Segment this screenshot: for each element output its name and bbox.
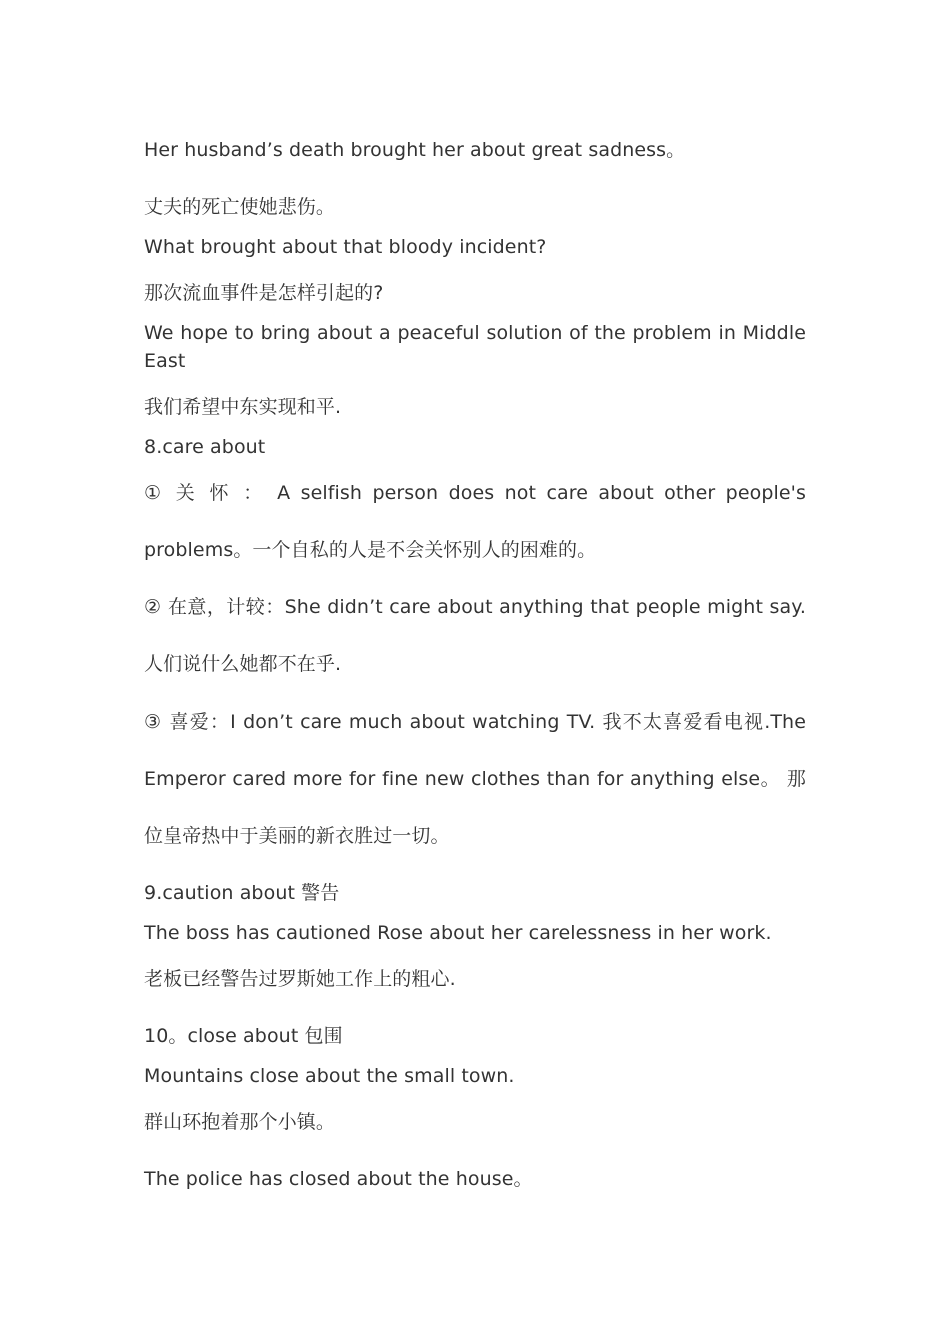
text-line-4: 那次流血事件是怎样引起的? xyxy=(144,282,384,304)
text-line-10: ② 在意，计较：She didn’t care about anything that people might say. xyxy=(144,596,806,618)
text-paragraph-5: We hope to bring about a peaceful solution of the problem in Middle East xyxy=(144,322,806,372)
text-line-13: Emperor cared more for fine new clothes than for anything else。 那 xyxy=(144,768,806,790)
text-line-1: Her husband’s death brought her about great sadness。 xyxy=(144,139,686,161)
section-heading-10: 10。close about 包围 xyxy=(144,1025,343,1047)
text-line-3: What brought about that bloody incident? xyxy=(144,236,547,258)
text-line-8: ① 关 怀 ： A selfish person does not care about other people's xyxy=(144,482,806,504)
text-line-17: 老板已经警告过罗斯她工作上的粗心. xyxy=(144,968,456,990)
section-heading-9: 9.caution about 警告 xyxy=(144,882,340,904)
text-line-2: 丈夫的死亡使她悲伤。 xyxy=(144,196,336,218)
text-line-12: ③ 喜爱：I don’t care much about watching TV. 我不太喜爱看电视.The xyxy=(144,711,806,733)
text-line-19: Mountains close about the small town. xyxy=(144,1065,515,1087)
text-line-21: The police has closed about the house。 xyxy=(144,1168,533,1190)
text-line-6: 我们希望中东实现和平. xyxy=(144,396,342,418)
text-line-9: problems。一个自私的人是不会关怀别人的困难的。 xyxy=(144,539,597,561)
text-line-14: 位皇帝热中于美丽的新衣胜过一切。 xyxy=(144,825,450,847)
text-line-11: 人们说什么她都不在乎. xyxy=(144,653,342,675)
text-line-16: The boss has cautioned Rose about her carelessness in her work. xyxy=(144,922,772,944)
section-heading-8: 8.care about xyxy=(144,436,266,458)
text-line-20: 群山环抱着那个小镇。 xyxy=(144,1111,336,1133)
